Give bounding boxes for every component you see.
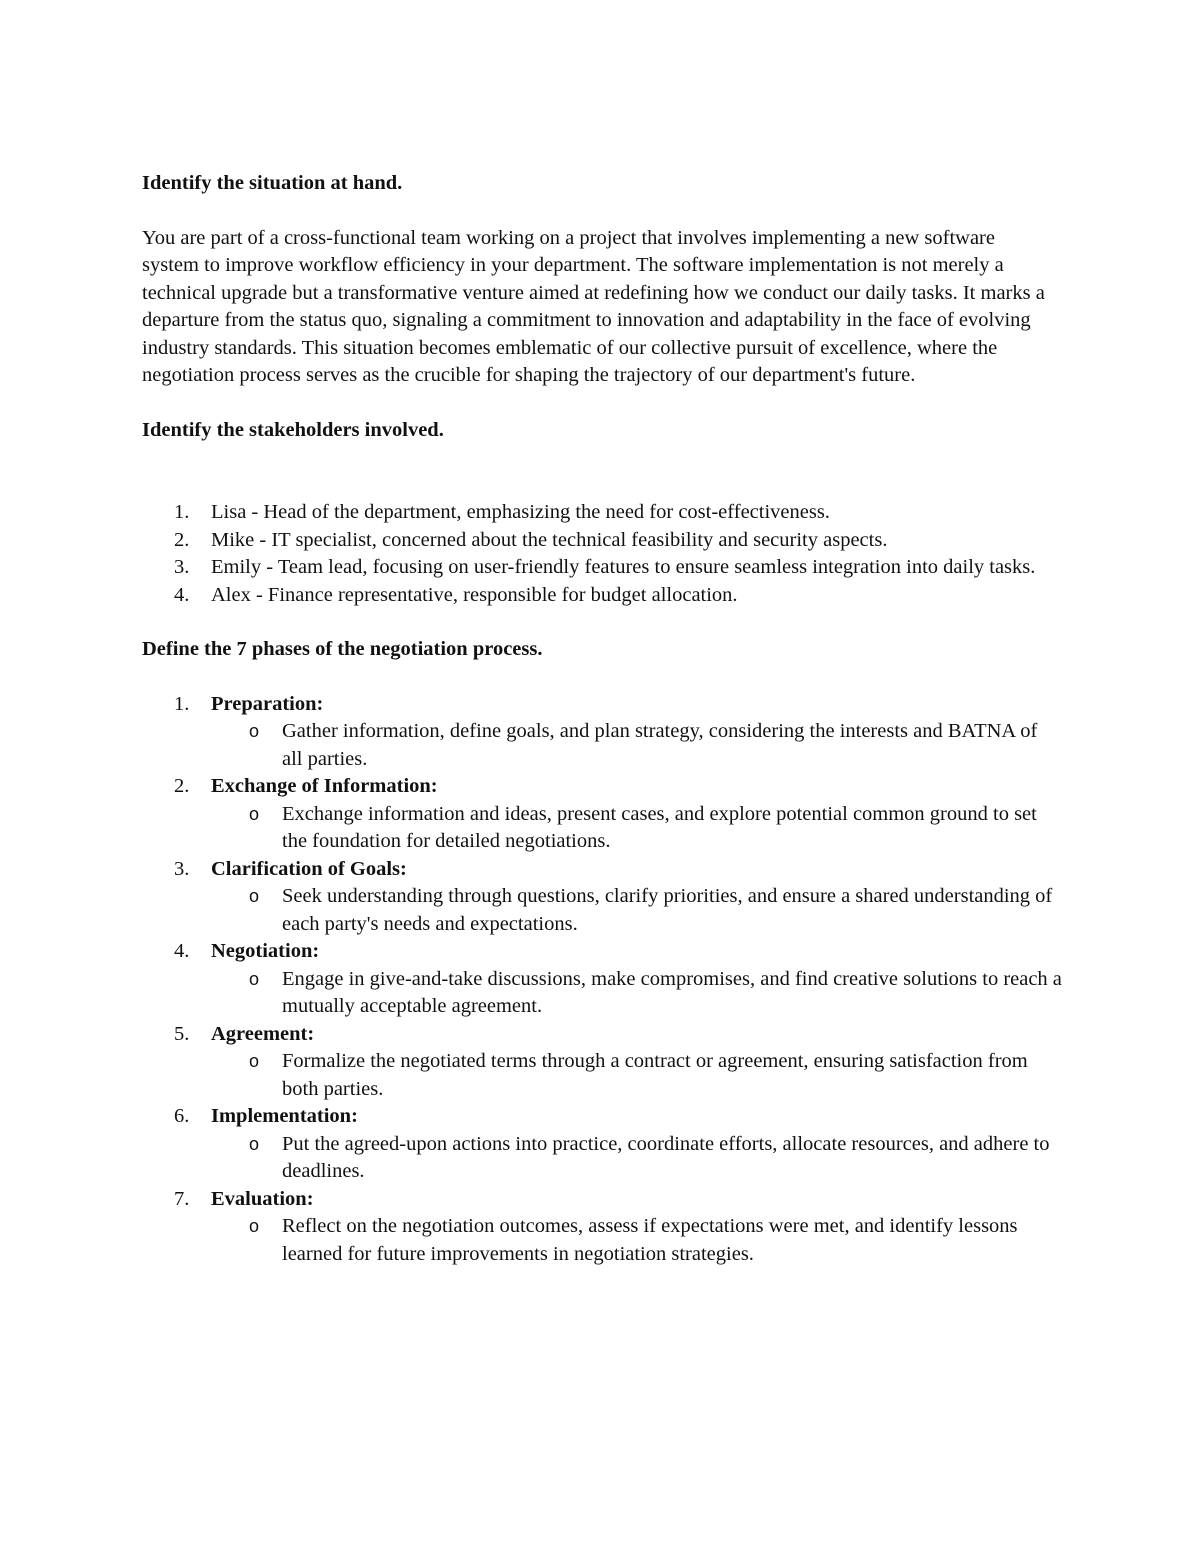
phase-item [142, 691, 1062, 774]
phase-description [211, 1131, 1062, 1186]
list-number: 6. [174, 1105, 190, 1127]
stakeholder-item [142, 499, 1062, 527]
list-number: 2. [174, 775, 190, 797]
list-number: 3. [174, 556, 190, 578]
list-number: 1. [174, 692, 190, 715]
phase-description-text: Gather information, define goals, and plan strategy, considering the interests and BATNA of all parties. [282, 720, 1038, 770]
bullet-icon: o [249, 803, 260, 824]
phases-list [142, 691, 1062, 1269]
phases-heading: Define the 7 phases of the negotiation process. [142, 638, 543, 660]
bullet-icon: o [249, 721, 260, 741]
phase-item [142, 856, 1062, 939]
phase-item [142, 1103, 1062, 1186]
phase-item [142, 1021, 1062, 1104]
phase-title: Exchange of Information: [211, 775, 438, 797]
bullet-icon: o [249, 1051, 260, 1071]
list-number: 2. [174, 528, 190, 551]
phase-description-text: Seek understanding through questions, clarify priorities, and ensure a shared understanding of each party's needs and expectations. [282, 885, 1053, 935]
stakeholder-text: Alex - Finance representative, responsible for budget allocation. [211, 583, 738, 606]
stakeholders-list [142, 499, 1062, 609]
stakeholder-item [142, 582, 1062, 610]
stakeholder-item [142, 527, 1062, 555]
phase-description-text: Put the agreed-upon actions into practice, coordinate efforts, allocate resources, and adhere to deadlines. [282, 1132, 1050, 1182]
list-number: 4. [174, 583, 190, 606]
phase-description-text: Engage in give-and-take discussions, make compromises, and find creative solutions to reach a mutually acceptable agreement. [282, 967, 1062, 1017]
phase-description [211, 1048, 1062, 1103]
situation-heading: Identify the situation at hand. [142, 172, 403, 194]
phase-description-text: Formalize the negotiated terms through a contract or agreement, ensuring satisfaction from both parties. [282, 1050, 1028, 1100]
list-number: 7. [174, 1187, 190, 1210]
phase-title: Clarification of Goals: [211, 857, 407, 880]
phase-description [211, 966, 1062, 1021]
bullet-icon: o [249, 1216, 260, 1236]
list-number: 5. [174, 1022, 190, 1045]
stakeholder-text: Emily - Team lead, focusing on user-friendly features to ensure seamless integration into daily tasks. [211, 556, 1036, 578]
phase-title: Agreement: [211, 1022, 315, 1045]
list-number: 1. [174, 501, 190, 523]
phase-title: Evaluation: [211, 1187, 314, 1210]
phase-item [142, 773, 1062, 856]
phase-description [211, 718, 1062, 773]
list-number: 4. [174, 940, 190, 962]
stakeholder-item [142, 554, 1062, 582]
stakeholders-heading: Identify the stakeholders involved. [142, 418, 444, 441]
bullet-icon: o [249, 886, 260, 906]
phase-description [211, 1213, 1062, 1268]
phase-description-text: Reflect on the negotiation outcomes, assess if expectations were met, and identify lessons learned for future improvements in negotiation strategies. [282, 1215, 1018, 1265]
list-number: 3. [174, 857, 190, 880]
stakeholder-text: Mike - IT specialist, concerned about the technical feasibility and security aspects. [211, 528, 888, 551]
phase-description [211, 801, 1062, 856]
document-page [142, 168, 1062, 1268]
bullet-icon: o [249, 968, 260, 989]
situation-paragraph: You are part of a cross-functional team working on a project that involves implementing a new software system to improve workflow efficiency in your department. The software implementation is not merely a technical upgrade but a transformative venture aimed at redefining how we conduct our daily tasks. It marks a departure from the status quo, signaling a commitment to innovation and adaptability in the face of evolving industry standards. This situation becomes emblematic of our collective pursuit of excellence, where the negotiation process serves as the crucible for shaping the trajectory of our department's future. [142, 226, 1045, 386]
phase-item [142, 1186, 1062, 1269]
bullet-icon: o [249, 1133, 260, 1154]
stakeholder-text: Lisa - Head of the department, emphasizing the need for cost-effectiveness. [211, 501, 830, 523]
phase-description-text: Exchange information and ideas, present cases, and explore potential common ground to set the foundation for detailed negotiations. [282, 802, 1037, 852]
phase-title: Negotiation: [211, 940, 320, 962]
phase-item [142, 938, 1062, 1021]
phase-title: Implementation: [211, 1105, 358, 1127]
phase-title: Preparation: [211, 692, 324, 715]
phase-description [211, 883, 1062, 938]
